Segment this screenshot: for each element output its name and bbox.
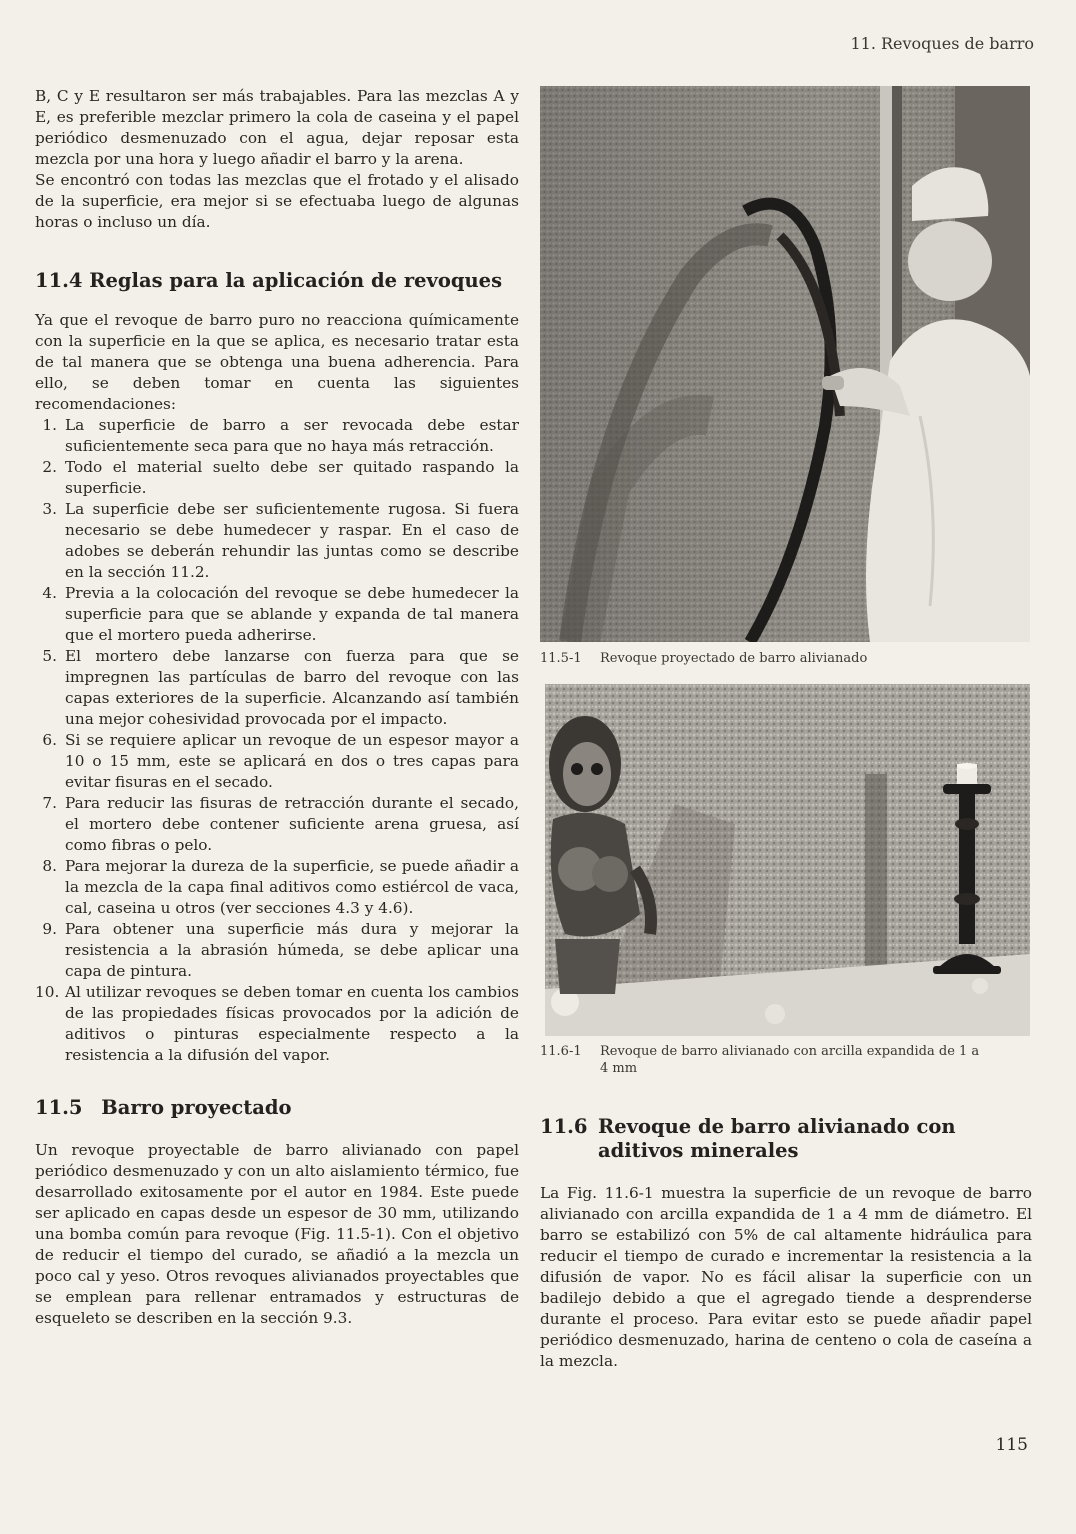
section-11-4-number: 11.4	[35, 269, 83, 292]
right-column	[540, 86, 1032, 1372]
rule-item: 5. El mortero debe lanzarse con fuerza para que se impregnen las partículas de barro del revoque con las capas exteriores de la superficie. Alcanzando así también una mejor cohesividad provocada por el impacto.	[42, 647, 519, 728]
rule-item: 4. Previa a la colocación del revoque se debe humedecer la superficie para que se ablande y expanda de tal manera que el mortero pueda adherirse.	[42, 584, 519, 644]
section-11-4-title: Reglas para la aplicación de revoques	[89, 269, 503, 292]
rule-item: 7. Para reducir las fisuras de retracción durante el secado, el mortero debe contener suficiente arena gruesa, así como fibras o pelo.	[42, 794, 519, 854]
section-11-6-number: 11.6	[540, 1115, 588, 1138]
rule-item: 1. La superficie de barro a ser revocada debe estar suficientemente seca para que no haya más retracción.	[42, 416, 519, 455]
rule-item: 2. Todo el material suelto debe ser quitado raspando la superficie.	[42, 458, 519, 497]
section-11-6-heading	[540, 1115, 1032, 1163]
rule-item: 9. Para obtener una superficie más dura y mejorar la resistencia a la abrasión húmeda, se debe aplicar una capa de pintura.	[42, 920, 519, 980]
section-11-5-heading	[35, 1096, 519, 1120]
section-11-6-paragraph: La Fig. 11.6-1 muestra la superficie de un revoque de barro alivianado con arcilla expandida de 1 a 4 mm de diámetro. El barro se estabilizó con 5% de cal altamente hidráulica para reducir el tiempo de curado e incrementar la resistencia a la difusión de vapor. No es fácil alisar la superficie con un badilejo debido a que el agregado tiende a desprenderse durante el proceso. Para evitar esto se puede añadir papel periódico desmenuzado, harina de centeno o cola de caseína a la mezcla.	[540, 1184, 1032, 1370]
rule-item: 10. Al utilizar revoques se deben tomar en cuenta los cambios de las propiedades físicas provocados por la adición de aditivos o pinturas especialmente respecto a la resistencia a la difusión del vapor.	[35, 983, 519, 1064]
rule-item: 8. Para mejorar la dureza de la superficie, se puede añadir a la mezcla de la capa final aditivos como estiércol de vaca, cal, caseina u otros (ver secciones 4.3 y 4.6).	[42, 857, 519, 917]
intro-paragraph-1: B, C y E resultaron ser más trabajables. Para las mezclas A y E, es preferible mezclar primero la cola de caseina y el papel periódico desmenuzado con el agua, dejar reposar esta mezcla por una hora y luego añadir el barro y la arena.	[35, 87, 519, 168]
photo-lightweight-plaster	[545, 684, 1030, 1036]
section-11-6-title: Revoque de barro alivianado con aditivos minerales	[598, 1115, 956, 1162]
rules-list	[35, 415, 519, 1066]
left-column	[35, 86, 519, 1329]
section-11-5-paragraph: Un revoque proyectable de barro alivianado con papel periódico desmenuzado y con un alto aislamiento térmico, fue desarrollado exitosamente por el autor en 1984. Este puede ser aplicado en capas desde un espesor de 30 mm, utilizando una bomba común para revoque (Fig. 11.5-1). Con el objetivo de reducir el tiempo del curado, se añadió a la mezcla un poco cal y yeso. Otros revoques alivianados proyectables que se emplean para rellenar entramados y estructuras de esqueleto se describen en la sección 9.3.	[35, 1141, 519, 1327]
figure-11-5-1-caption	[540, 650, 1032, 667]
figure-11-6-1-number: 11.6-1	[540, 1044, 582, 1059]
section-11-4-intro: Ya que el revoque de barro puro no reacciona químicamente con la superficie en la que se aplica, es necesario tratar esta de tal manera que se obtenga una buena adherencia. Para ello, se deben tomar en cuenta las siguientes recomendaciones:	[35, 311, 519, 413]
photo-sprayed-plaster	[540, 86, 1030, 642]
section-11-5-number: 11.5	[35, 1096, 83, 1119]
section-11-5-title: Barro proyectado	[101, 1096, 292, 1119]
figure-11-6-1-text: Revoque de barro alivianado con arcilla expandida de 1 a 4 mm	[600, 1044, 980, 1076]
intro-paragraph-2: Se encontró con todas las mezclas que el frotado y el alisado de la superficie, era mejor si se efectuaba luego de algunas horas o incluso un día.	[35, 171, 519, 231]
figure-11-5-1-text: Revoque proyectado de barro alivianado	[600, 651, 868, 666]
page-number: 115	[995, 1435, 1028, 1455]
rule-item: 6. Si se requiere aplicar un revoque de un espesor mayor a 10 o 15 mm, este se aplicará en dos o tres capas para evitar fisuras en el secado.	[42, 731, 519, 791]
section-11-4-heading	[35, 269, 519, 293]
figure-11-6-1-caption	[540, 1043, 1032, 1077]
running-head: 11. Revoques de barro	[850, 34, 1034, 53]
figure-11-5-1-number: 11.5-1	[540, 651, 582, 666]
rule-item: 3. La superficie debe ser suficientemente rugosa. Si fuera necesario se debe humedecer y raspar. En el caso de adobes se deberán rehundir las juntas como se describe en la sección 11.2.	[42, 500, 519, 581]
